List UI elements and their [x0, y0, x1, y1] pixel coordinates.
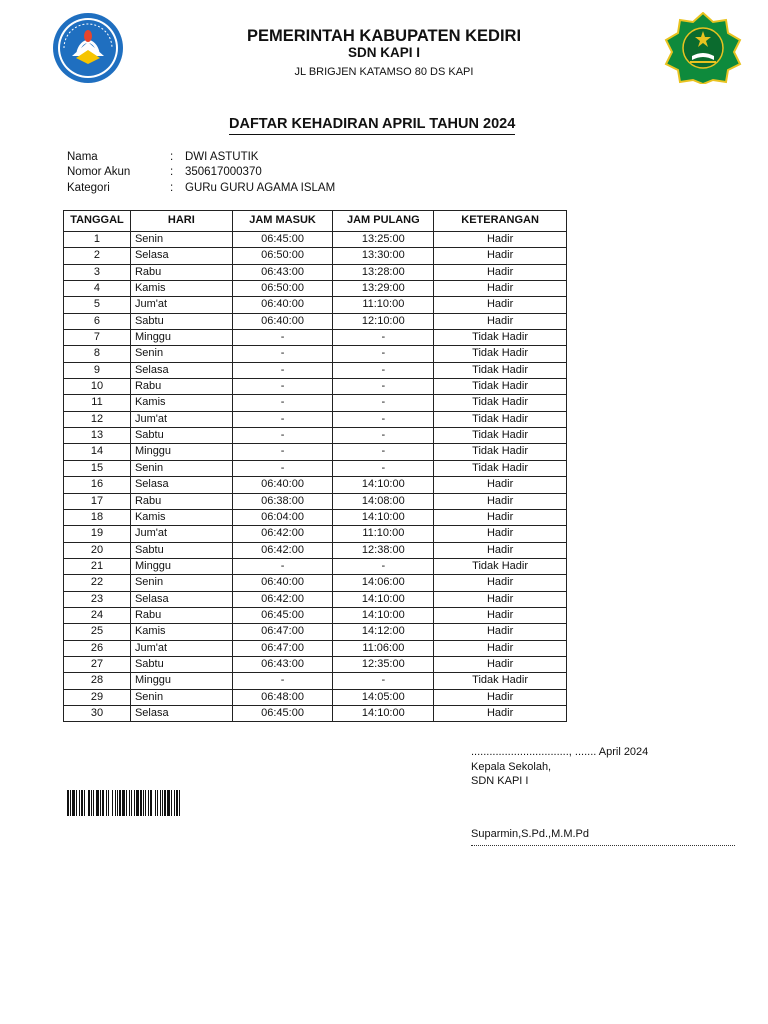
info-value-nama: DWI ASTUTIK: [185, 150, 259, 163]
cell-tanggal: 9: [64, 362, 131, 378]
column-header-hari: HARI: [130, 211, 232, 232]
signature-underline: [471, 845, 735, 846]
cell-jam-pulang: 13:28:00: [333, 264, 434, 280]
column-header-jam-masuk: JAM MASUK: [232, 211, 333, 232]
barcode-bar: [126, 790, 127, 816]
table-row: [64, 673, 567, 689]
table-row: [64, 281, 567, 297]
table-row: [64, 264, 567, 280]
cell-tanggal: 7: [64, 330, 131, 346]
cell-hari: Minggu: [130, 558, 232, 574]
cell-jam-masuk: 06:40:00: [232, 313, 333, 329]
cell-keterangan: Tidak Hadir: [434, 460, 567, 476]
table-row: [64, 607, 567, 623]
table-row: [64, 232, 567, 248]
cell-hari: Senin: [130, 460, 232, 476]
cell-keterangan: Hadir: [434, 705, 567, 721]
cell-hari: Sabtu: [130, 656, 232, 672]
barcode-bar: [81, 790, 83, 816]
cell-jam-masuk: 06:45:00: [232, 232, 333, 248]
barcode-bar: [157, 790, 158, 816]
cell-tanggal: 13: [64, 428, 131, 444]
cell-tanggal: 15: [64, 460, 131, 476]
cell-hari: Sabtu: [130, 428, 232, 444]
cell-jam-masuk: -: [232, 460, 333, 476]
barcode-bar: [106, 790, 107, 816]
barcode-bar: [148, 790, 149, 816]
signature-date-line: ................................, ....... April 2024: [471, 746, 649, 758]
cell-tanggal: 21: [64, 558, 131, 574]
cell-tanggal: 30: [64, 705, 131, 721]
info-value-kategori: GURu GURU AGAMA ISLAM: [185, 181, 336, 194]
cell-jam-masuk: -: [232, 411, 333, 427]
cell-jam-masuk: -: [232, 330, 333, 346]
barcode-bar: [84, 790, 85, 816]
barcode-bar: [112, 790, 113, 816]
cell-jam-pulang: 11:10:00: [333, 526, 434, 542]
barcode-bar: [100, 790, 101, 816]
cell-keterangan: Hadir: [434, 264, 567, 280]
cell-jam-masuk: 06:50:00: [232, 248, 333, 264]
cell-hari: Jum'at: [130, 640, 232, 656]
document-title: DAFTAR KEHADIRAN APRIL TAHUN 2024: [229, 116, 515, 135]
cell-jam-masuk: 06:40:00: [232, 297, 333, 313]
cell-jam-pulang: 14:08:00: [333, 493, 434, 509]
cell-jam-masuk: -: [232, 362, 333, 378]
cell-jam-pulang: -: [333, 673, 434, 689]
cell-tanggal: 19: [64, 526, 131, 542]
barcode-bar: [115, 790, 116, 816]
cell-jam-masuk: 06:40:00: [232, 575, 333, 591]
table-row: [64, 297, 567, 313]
barcode-bar: [119, 790, 121, 816]
cell-hari: Kamis: [130, 395, 232, 411]
cell-jam-masuk: -: [232, 379, 333, 395]
cell-jam-masuk: 06:38:00: [232, 493, 333, 509]
barcode-bar: [171, 790, 172, 816]
cell-keterangan: Tidak Hadir: [434, 444, 567, 460]
table-row: [64, 313, 567, 329]
cell-tanggal: 26: [64, 640, 131, 656]
cell-keterangan: Hadir: [434, 248, 567, 264]
cell-hari: Minggu: [130, 673, 232, 689]
info-row-kategori: [67, 180, 335, 196]
cell-keterangan: Hadir: [434, 493, 567, 509]
cell-jam-masuk: 06:42:00: [232, 526, 333, 542]
cell-keterangan: Tidak Hadir: [434, 411, 567, 427]
barcode-bar: [96, 790, 99, 816]
barcode-bar: [164, 790, 166, 816]
cell-keterangan: Hadir: [434, 624, 567, 640]
cell-jam-masuk: 06:45:00: [232, 607, 333, 623]
cell-keterangan: Tidak Hadir: [434, 395, 567, 411]
barcode-bar: [136, 790, 139, 816]
info-label: Nomor Akun: [67, 166, 131, 179]
barcode-bar: [91, 790, 92, 816]
cell-jam-masuk: 06:42:00: [232, 591, 333, 607]
cell-keterangan: Hadir: [434, 477, 567, 493]
cell-keterangan: Hadir: [434, 313, 567, 329]
cell-jam-pulang: -: [333, 330, 434, 346]
cell-jam-pulang: 13:29:00: [333, 281, 434, 297]
cell-jam-pulang: 12:10:00: [333, 313, 434, 329]
header-address: JL BRIGJEN KATAMSO 80 DS KAPI: [294, 66, 474, 78]
cell-tanggal: 5: [64, 297, 131, 313]
barcode-bar: [131, 790, 132, 816]
cell-jam-pulang: -: [333, 379, 434, 395]
cell-hari: Rabu: [130, 264, 232, 280]
cell-hari: Selasa: [130, 477, 232, 493]
table-row: [64, 656, 567, 672]
barcode-bar: [93, 790, 94, 816]
barcode-bar: [129, 790, 130, 816]
table-row: [64, 526, 567, 542]
table-row: [64, 575, 567, 591]
table-row: [64, 362, 567, 378]
column-header-tanggal: TANGGAL: [64, 211, 131, 232]
cell-tanggal: 8: [64, 346, 131, 362]
cell-jam-masuk: 06:47:00: [232, 624, 333, 640]
cell-jam-pulang: 14:10:00: [333, 705, 434, 721]
cell-hari: Jum'at: [130, 297, 232, 313]
info-colon: :: [170, 150, 174, 163]
cell-tanggal: 17: [64, 493, 131, 509]
cell-jam-masuk: 06:43:00: [232, 264, 333, 280]
cell-hari: Minggu: [130, 444, 232, 460]
cell-tanggal: 1: [64, 232, 131, 248]
table-row: [64, 591, 567, 607]
cell-tanggal: 20: [64, 542, 131, 558]
barcode: [67, 790, 243, 816]
cell-jam-pulang: 14:05:00: [333, 689, 434, 705]
barcode-bar: [167, 790, 170, 816]
cell-keterangan: Tidak Hadir: [434, 362, 567, 378]
cell-keterangan: Tidak Hadir: [434, 428, 567, 444]
cell-hari: Minggu: [130, 330, 232, 346]
cell-jam-masuk: -: [232, 673, 333, 689]
header-government: PEMERINTAH KABUPATEN KEDIRI: [246, 27, 522, 45]
cell-tanggal: 28: [64, 673, 131, 689]
table-row: [64, 346, 567, 362]
barcode-bar: [79, 790, 80, 816]
barcode-bar: [117, 790, 118, 816]
barcode-bar: [174, 790, 175, 816]
cell-keterangan: Tidak Hadir: [434, 330, 567, 346]
table-row: [64, 460, 567, 476]
column-header-jam-pulang: JAM PULANG: [333, 211, 434, 232]
cell-hari: Sabtu: [130, 313, 232, 329]
info-label: Kategori: [67, 181, 110, 194]
cell-jam-pulang: 14:10:00: [333, 477, 434, 493]
cell-jam-pulang: 11:10:00: [333, 297, 434, 313]
cell-jam-masuk: 06:43:00: [232, 656, 333, 672]
cell-hari: Rabu: [130, 379, 232, 395]
cell-jam-pulang: -: [333, 362, 434, 378]
cell-hari: Senin: [130, 232, 232, 248]
cell-jam-masuk: -: [232, 444, 333, 460]
table-row: [64, 248, 567, 264]
cell-keterangan: Tidak Hadir: [434, 346, 567, 362]
cell-jam-masuk: -: [232, 428, 333, 444]
info-colon: :: [170, 166, 174, 179]
cell-hari: Kamis: [130, 624, 232, 640]
table-row: [64, 444, 567, 460]
cell-jam-pulang: -: [333, 346, 434, 362]
cell-jam-masuk: -: [232, 395, 333, 411]
barcode-bar: [70, 790, 71, 816]
cell-hari: Selasa: [130, 591, 232, 607]
table-row: [64, 477, 567, 493]
cell-keterangan: Hadir: [434, 281, 567, 297]
cell-keterangan: Hadir: [434, 526, 567, 542]
cell-jam-pulang: -: [333, 411, 434, 427]
cell-jam-masuk: -: [232, 558, 333, 574]
cell-tanggal: 4: [64, 281, 131, 297]
cell-keterangan: Hadir: [434, 542, 567, 558]
table-row: [64, 542, 567, 558]
cell-jam-pulang: 14:06:00: [333, 575, 434, 591]
barcode-bar: [67, 790, 69, 816]
barcode-bar: [150, 790, 152, 816]
cell-tanggal: 18: [64, 509, 131, 525]
barcode-bar: [155, 790, 156, 816]
signature-name: Suparmin,S.Pd.,M.M.Pd: [471, 828, 589, 840]
cell-hari: Kamis: [130, 281, 232, 297]
cell-tanggal: 25: [64, 624, 131, 640]
cell-hari: Rabu: [130, 493, 232, 509]
cell-jam-pulang: 12:35:00: [333, 656, 434, 672]
table-row: [64, 379, 567, 395]
barcode-bar: [145, 790, 146, 816]
barcode-bar: [140, 790, 142, 816]
barcode-bar: [143, 790, 144, 816]
table-row: [64, 395, 567, 411]
cell-hari: Jum'at: [130, 526, 232, 542]
cell-keterangan: Hadir: [434, 689, 567, 705]
barcode-bar: [176, 790, 178, 816]
cell-jam-pulang: 13:30:00: [333, 248, 434, 264]
cell-keterangan: Hadir: [434, 591, 567, 607]
table-row: [64, 330, 567, 346]
barcode-bar: [102, 790, 104, 816]
cell-hari: Jum'at: [130, 411, 232, 427]
cell-tanggal: 24: [64, 607, 131, 623]
attendance-table: [63, 210, 567, 722]
cell-jam-pulang: -: [333, 460, 434, 476]
info-label: Nama: [67, 150, 98, 163]
table-row: [64, 493, 567, 509]
cell-jam-masuk: 06:50:00: [232, 281, 333, 297]
cell-jam-pulang: 11:06:00: [333, 640, 434, 656]
cell-tanggal: 23: [64, 591, 131, 607]
cell-keterangan: Hadir: [434, 656, 567, 672]
cell-hari: Selasa: [130, 362, 232, 378]
cell-hari: Senin: [130, 575, 232, 591]
barcode-bar: [162, 790, 163, 816]
cell-hari: Rabu: [130, 607, 232, 623]
cell-jam-pulang: -: [333, 558, 434, 574]
cell-jam-pulang: -: [333, 444, 434, 460]
column-header-keterangan: KETERANGAN: [434, 211, 567, 232]
cell-tanggal: 2: [64, 248, 131, 264]
identity-block: [67, 149, 335, 196]
barcode-bar: [72, 790, 75, 816]
cell-hari: Selasa: [130, 705, 232, 721]
cell-jam-pulang: 12:38:00: [333, 542, 434, 558]
barcode-bar: [134, 790, 135, 816]
cell-jam-masuk: -: [232, 346, 333, 362]
signature-school: SDN KAPI I: [471, 775, 529, 787]
table-row: [64, 689, 567, 705]
cell-hari: Senin: [130, 346, 232, 362]
cell-tanggal: 29: [64, 689, 131, 705]
cell-tanggal: 22: [64, 575, 131, 591]
cell-keterangan: Tidak Hadir: [434, 558, 567, 574]
cell-jam-masuk: 06:04:00: [232, 509, 333, 525]
barcode-bar: [179, 790, 180, 816]
cell-hari: Selasa: [130, 248, 232, 264]
cell-tanggal: 14: [64, 444, 131, 460]
cell-tanggal: 12: [64, 411, 131, 427]
cell-keterangan: Tidak Hadir: [434, 379, 567, 395]
table-row: [64, 705, 567, 721]
barcode-bar: [108, 790, 109, 816]
cell-keterangan: Hadir: [434, 232, 567, 248]
table-header-row: [64, 211, 567, 232]
cell-keterangan: Hadir: [434, 607, 567, 623]
header-school-name: SDN KAPI I: [347, 45, 420, 60]
table-row: [64, 509, 567, 525]
cell-jam-masuk: 06:40:00: [232, 477, 333, 493]
table-body: [64, 232, 567, 722]
cell-jam-masuk: 06:47:00: [232, 640, 333, 656]
table-row: [64, 624, 567, 640]
table-row: [64, 411, 567, 427]
table-row: [64, 428, 567, 444]
cell-jam-pulang: 14:12:00: [333, 624, 434, 640]
barcode-bar: [122, 790, 125, 816]
cell-jam-pulang: 14:10:00: [333, 591, 434, 607]
cell-jam-masuk: 06:42:00: [232, 542, 333, 558]
info-row-nama: [67, 149, 335, 165]
info-row-nomor-akun: [67, 165, 335, 181]
cell-keterangan: Hadir: [434, 509, 567, 525]
cell-hari: Kamis: [130, 509, 232, 525]
cell-tanggal: 3: [64, 264, 131, 280]
table-row: [64, 640, 567, 656]
cell-jam-masuk: 06:48:00: [232, 689, 333, 705]
cell-tanggal: 27: [64, 656, 131, 672]
cell-jam-pulang: 14:10:00: [333, 607, 434, 623]
info-value-nomor-akun: 350617000370: [185, 166, 262, 179]
barcode-bar: [76, 790, 77, 816]
table-row: [64, 558, 567, 574]
cell-keterangan: Hadir: [434, 575, 567, 591]
signature-role: Kepala Sekolah,: [471, 761, 552, 773]
cell-keterangan: Tidak Hadir: [434, 673, 567, 689]
cell-tanggal: 6: [64, 313, 131, 329]
cell-jam-pulang: -: [333, 428, 434, 444]
cell-tanggal: 16: [64, 477, 131, 493]
info-colon: :: [170, 181, 174, 194]
cell-hari: Senin: [130, 689, 232, 705]
barcode-bar: [88, 790, 90, 816]
cell-jam-pulang: 13:25:00: [333, 232, 434, 248]
barcode-bar: [160, 790, 161, 816]
cell-jam-pulang: -: [333, 395, 434, 411]
cell-jam-pulang: 14:10:00: [333, 509, 434, 525]
cell-keterangan: Hadir: [434, 297, 567, 313]
cell-jam-masuk: 06:45:00: [232, 705, 333, 721]
cell-hari: Sabtu: [130, 542, 232, 558]
cell-tanggal: 10: [64, 379, 131, 395]
cell-tanggal: 11: [64, 395, 131, 411]
cell-keterangan: Hadir: [434, 640, 567, 656]
